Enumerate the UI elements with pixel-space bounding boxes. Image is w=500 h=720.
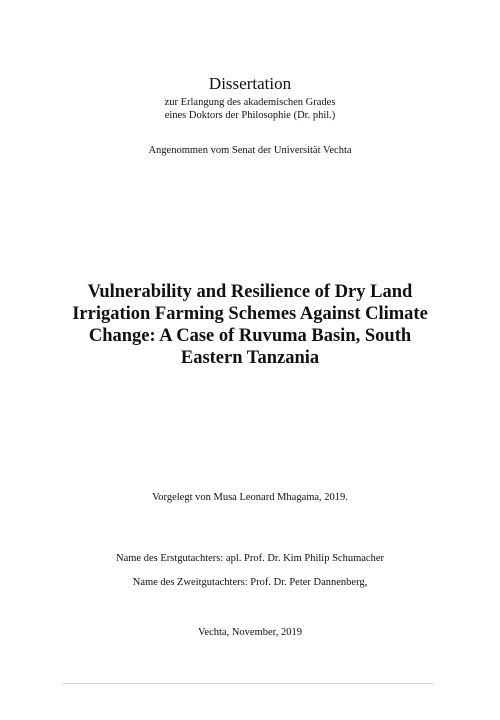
second-reviewer: Name des Zweitgutachters: Prof. Dr. Peter Dannenberg, (132, 577, 368, 588)
degree-purpose (0, 96, 500, 122)
title-line-3: Change: A Case of Ruvuma Basin, South (88, 326, 412, 346)
degree-purpose-line-2: eines Doktors der Philosophie (Dr. phil.) (164, 110, 336, 121)
title-line-2: Irrigation Farming Schemes Against Climate (72, 304, 428, 324)
footer-divider (62, 683, 434, 684)
title-line-1: Vulnerability and Resilience of Dry Land (87, 282, 413, 302)
submitted-by: Vorgelegt von Musa Leonard Mhagama, 2019. (152, 492, 348, 503)
title-line-4: Eastern Tanzania (180, 348, 320, 368)
place-and-date: Vechta, November, 2019 (198, 627, 302, 638)
dissertation-title (50, 281, 450, 369)
degree-purpose-line-1: zur Erlangung des akademischen Grades (164, 97, 336, 108)
document-type: Dissertation (208, 74, 292, 93)
acceptance-statement: Angenommen vom Senat der Universität Vechta (148, 145, 352, 156)
first-reviewer: Name des Erstgutachters: apl. Prof. Dr. Kim Philip Schumacher (116, 553, 384, 564)
